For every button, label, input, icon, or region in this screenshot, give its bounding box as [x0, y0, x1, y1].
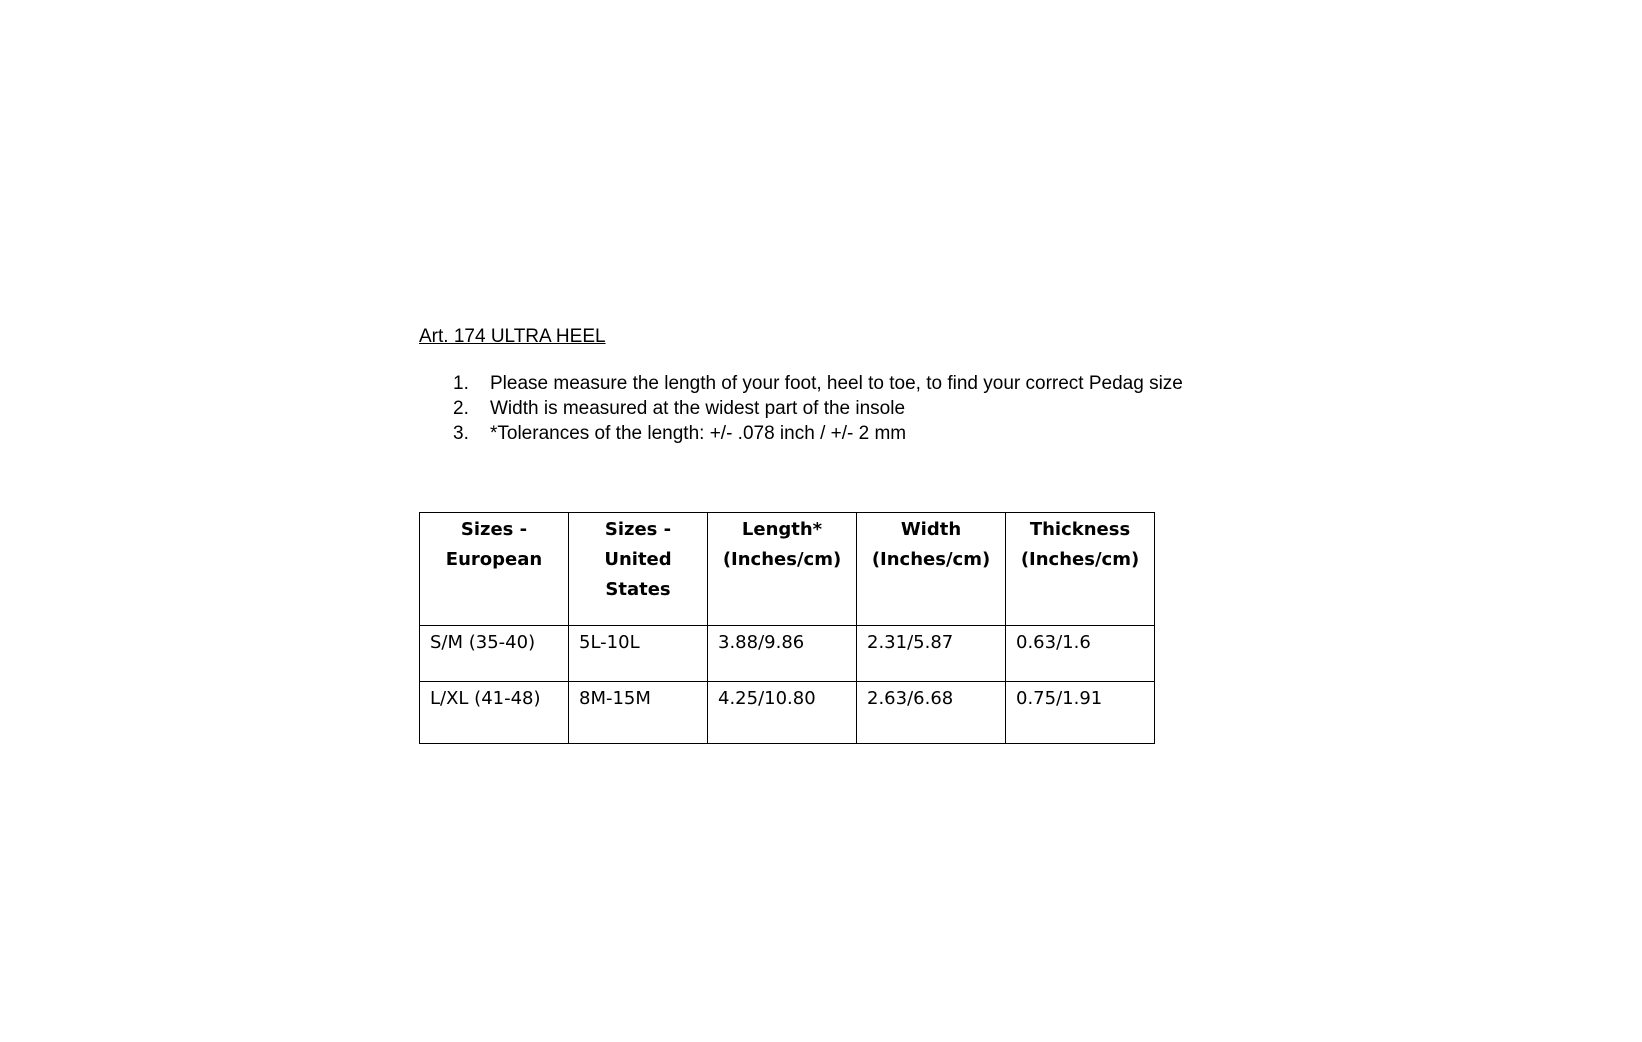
- table-cell: 0.63/1.6: [1006, 626, 1155, 682]
- table-cell: 5L-10L: [569, 626, 708, 682]
- table-cell: 0.75/1.91: [1006, 682, 1155, 744]
- header-line: European: [445, 549, 543, 570]
- list-item-number: 1.: [453, 373, 469, 394]
- table-cell: L/XL (41-48): [420, 682, 569, 744]
- header-line: Sizes -: [460, 519, 528, 540]
- header-line: (Inches/cm): [871, 549, 991, 570]
- header-thickness: [1006, 513, 1155, 626]
- header-line: (Inches/cm): [1020, 549, 1140, 570]
- header-line: Thickness: [1029, 519, 1131, 540]
- instruction-list: [453, 371, 1183, 446]
- header-length: [708, 513, 857, 626]
- table-cell: 8M-15M: [569, 682, 708, 744]
- header-sizes-us: [569, 513, 708, 626]
- list-item-text: Width is measured at the widest part of the insole: [490, 398, 906, 419]
- list-item-number: 3.: [453, 423, 469, 444]
- list-item-text: Please measure the length of your foot, heel to toe, to find your correct Pedag size: [490, 373, 1183, 394]
- table-cell: 3.88/9.86: [708, 626, 857, 682]
- list-item: [453, 396, 1183, 421]
- list-item: [453, 371, 1183, 396]
- table-cell: S/M (35-40): [420, 626, 569, 682]
- header-sizes-european: [420, 513, 569, 626]
- document-title: Art. 174 ULTRA HEEL: [419, 326, 606, 347]
- list-item: [453, 421, 1183, 446]
- table-header-row: [420, 513, 1155, 626]
- header-line: Sizes -: [604, 519, 672, 540]
- header-line: (Inches/cm): [722, 549, 842, 570]
- header-line: Width: [900, 519, 962, 540]
- header-line: States: [605, 579, 671, 600]
- table-row: [420, 626, 1155, 682]
- list-item-text: *Tolerances of the length: +/- .078 inch / +/- 2 mm: [490, 423, 907, 444]
- header-line: United: [604, 549, 672, 570]
- table-cell: 2.63/6.68: [857, 682, 1006, 744]
- header-line: Length*: [741, 519, 823, 540]
- table-cell: 2.31/5.87: [857, 626, 1006, 682]
- header-width: [857, 513, 1006, 626]
- size-table: [419, 512, 1155, 744]
- table-row: [420, 682, 1155, 744]
- list-item-number: 2.: [453, 398, 469, 419]
- table-cell: 4.25/10.80: [708, 682, 857, 744]
